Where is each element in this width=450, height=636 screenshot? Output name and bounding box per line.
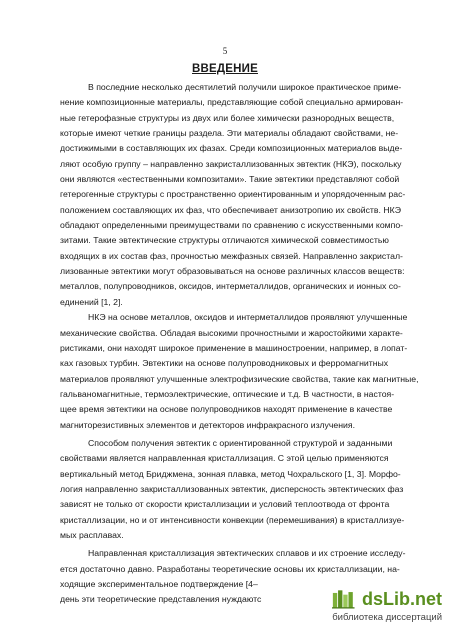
text-line: магниторезистивных элементов и детекторов инфракрасного излучения. — [60, 419, 356, 430]
text-line: зависят не только от скорости кристаллизации и условий теплоотвода от фронта — [60, 499, 390, 510]
text-line: положением составляющих их фаз, что обеспечивает анизотропию их свойств. НКЭ — [60, 204, 401, 215]
text-line: ется достаточно давно. Разработаны теоретические основы их кристаллизации, на- — [60, 563, 400, 574]
text-line: мых расплавах. — [60, 529, 124, 540]
text-line: материалов проявляют улучшенные электрофизические свойства, такие как магнитные, — [60, 373, 419, 384]
books-icon — [332, 588, 358, 610]
text-line: нение композиционные материалы, представляющие собой специально армирован- — [60, 97, 404, 108]
section-heading: ВВЕДЕНИЕ — [192, 63, 258, 75]
text-line: механические свойства. Обладая высокими прочностными и жаростойкими характе- — [60, 327, 403, 338]
page-number: 5 — [222, 46, 228, 56]
text-line: ристиками, они находят широкое применение в машиностроении, например, в лопат- — [60, 342, 408, 353]
text-line: В последние несколько десятилетий получили широкое практическое приме- — [88, 82, 402, 92]
text-line: обладают определенными преимуществами по сравнению с искусственными компо- — [60, 220, 404, 231]
text-line: которые имеют четкие границы раздела. Эти материалы обладают свойствами, не- — [60, 128, 399, 139]
text-line: гальваномагнитные, термоэлектрические, оптические и т.д. В частности, в настоя- — [60, 388, 395, 399]
text-line: Направленная кристаллизация эвтектических сплавов и их строение исследу- — [88, 548, 406, 559]
watermark — [332, 588, 442, 628]
text-line: металлов, полупроводников, оксидов, интерметаллидов, органических и ионных со- — [60, 281, 401, 292]
watermark-subtitle: библиотека диссертаций — [332, 612, 442, 623]
text-line: ляют особую группу – направленно закристаллизованных эвтектик (НКЭ), поскольку — [60, 158, 402, 169]
text-line: кристаллизации, но и от интенсивности конвекции (перемешивания) в кристаллизуе- — [60, 514, 405, 525]
text-line: Способом получения эвтектик с ориентированной структурой и заданными — [88, 437, 393, 448]
text-line: гетерогенные структуры с пространственно ориентированным и упорядоченным рас- — [60, 189, 406, 200]
text-line: день эти теоретические представления нуждаютс — [60, 594, 262, 605]
text-line: логия направленно закристаллизованных эвтектик, дисперсность эвтектических фаз — [60, 483, 404, 494]
text-line: свойствами является направленная кристаллизация. С этой целью применяются — [60, 453, 389, 464]
text-line: НКЭ на основе металлов, оксидов и интерметаллидов проявляют улучшенные — [88, 312, 408, 323]
text-line: зитами. Такие эвтектические структуры отличаются химической совместимостью — [60, 235, 389, 246]
text-line: лизованные эвтектики могут образовываться на основе различных классов веществ: — [60, 266, 405, 277]
text-line: достижимыми в составляющих их фазах. Среди композиционных материалов выде- — [60, 143, 403, 154]
text-line: ходящие экспериментальное подтверждение [4– — [60, 579, 258, 589]
text-line: они являются «естественными композитами». Такие эвтектики представляют собой — [60, 174, 400, 185]
body-text — [60, 80, 438, 608]
text-line: ные гетерофазные структуры из двух или более химически разнородных веществ, — [60, 112, 395, 123]
text-line: щее время эвтектики на основе полупроводников находят применение в качестве — [60, 404, 393, 415]
text-line: вертикальный метод Бриджмена, зонная плавка, метод Чохральского [1, 3]. Морфо- — [60, 468, 401, 479]
watermark-logo[interactable]: dsLib.net — [362, 588, 442, 609]
text-line: ках газовых турбин. Эвтектики на основе полупроводниковых и ферромагнитных — [60, 358, 389, 369]
text-line: единений [1, 2]. — [60, 296, 123, 307]
text-line: входящих в их состав фаз, прочностью межфазных связей. Направленно закристал- — [60, 250, 403, 261]
